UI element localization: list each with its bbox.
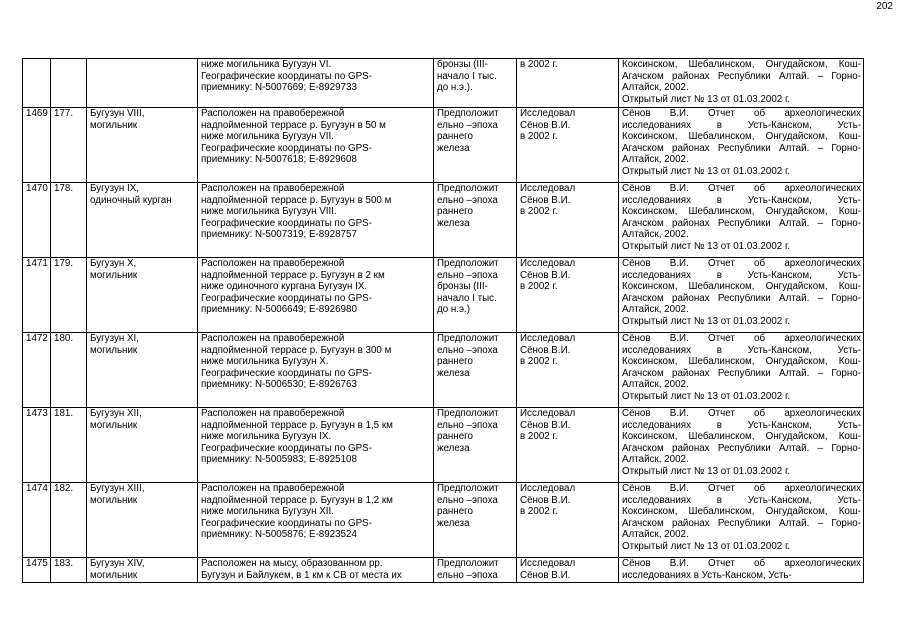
location-description-line: Бугузун и Байлукем, в 1 км к СВ от места их [201, 569, 402, 581]
literature-reference-line: Алтайск, 2002. [622, 304, 689, 316]
location-description-line: надпойменной террасе р. Бугузун в 300 м [201, 344, 392, 356]
research-info-line: в 2002 г. [520, 281, 558, 293]
literature-reference-line: Агачском районах Республики Алтай. – Горно- [622, 442, 861, 454]
item-number: 179. [51, 258, 87, 333]
monument-name-line: Бугузун XIII, [90, 483, 145, 494]
literature-reference-line: Открытый лист № 13 от 01.03.2002 г. [622, 240, 791, 252]
monument-name [87, 258, 198, 333]
literature-reference-line: исследованиях в Усть-Канском, Усть- [622, 344, 861, 356]
table-row [23, 258, 864, 333]
location-description-line: ниже могильника Бугузун VI. [201, 59, 332, 70]
literature-reference-line: Алтайск, 2002. [622, 154, 689, 166]
location-description-line: Расположен на правобережной [201, 483, 345, 494]
item-number: 180. [51, 333, 87, 408]
registry-number: 1473 [23, 408, 51, 483]
literature-reference [619, 108, 864, 183]
dating-line: начало I тыс. [437, 70, 497, 82]
dating-line: раннего [437, 431, 473, 443]
research-info-line: Исследовал [520, 183, 576, 194]
literature-reference-line: Кокcинском, Шебалинском, Онгудайском, Кош- [622, 356, 861, 368]
registry-number: 1474 [23, 483, 51, 558]
dating-line: ельно –эпоха [437, 419, 498, 431]
literature-reference [619, 408, 864, 483]
monument-name-line: Бугузун VIII, [90, 108, 145, 119]
dating-line: железа [437, 442, 470, 454]
dating [434, 408, 517, 483]
research-info [517, 333, 619, 408]
literature-reference [619, 483, 864, 558]
literature-reference-line: Кокcинском, Шебалинском, Онгудайском, Кош- [622, 59, 861, 70]
literature-reference-line: Открытый лист № 13 от 01.03.2002 г. [622, 93, 791, 105]
literature-reference [619, 558, 864, 583]
dating-line: железа [437, 517, 470, 529]
dating-line: Предположит [437, 408, 499, 419]
location-description-line: приемнику: N-5005983; E-8925108 [201, 454, 357, 466]
table-row [23, 558, 864, 583]
item-number: 183. [51, 558, 87, 583]
research-info-line: Исследовал [520, 483, 576, 494]
dating-line: до н.э.) [437, 304, 471, 316]
literature-reference [619, 183, 864, 258]
dating-line: раннего [437, 356, 473, 368]
location-description-line: Географические координаты по GPS- [201, 292, 372, 304]
dating [434, 258, 517, 333]
dating-line: раннего [437, 206, 473, 218]
location-description-line: приемнику: N-5007319; E-8928757 [201, 229, 357, 241]
location-description-line: ниже одиночного кургана Бугузун IX. [201, 281, 368, 293]
research-info [517, 108, 619, 183]
location-description-line: Географические координаты по GPS- [201, 442, 372, 454]
dating-line: Предположит [437, 333, 499, 344]
research-info-line: Сёнов В.И. [520, 269, 571, 281]
monument-name [87, 558, 198, 583]
dating-line: бронзы (III- [437, 59, 488, 70]
monument-name [87, 408, 198, 483]
table-row [23, 408, 864, 483]
research-info [517, 483, 619, 558]
monument-name-line: могильник [90, 119, 138, 131]
location-description [198, 258, 434, 333]
location-description-line: приемнику: N-5007618; E-8929608 [201, 154, 357, 166]
literature-reference-line: Сёнов В.И. Отчет об археологических [622, 483, 861, 494]
research-info-line: Сёнов В.И. [520, 194, 571, 206]
literature-reference-line: Алтайск, 2002. [622, 529, 689, 541]
literature-reference-line: Сёнов В.И. Отчет об археологических [622, 558, 861, 569]
monument-name [87, 59, 198, 108]
monument-name-line: одиночный курган [90, 194, 172, 206]
research-info-line: Сёнов В.И. [520, 419, 571, 431]
literature-reference-line: исследованиях в Усть-Канском, Усть- [622, 194, 861, 206]
location-description-line: ниже могильника Бугузун VIII. [201, 206, 337, 218]
dating-line: железа [437, 217, 470, 229]
research-info [517, 408, 619, 483]
dating-line: Предположит [437, 183, 499, 194]
monument-name [87, 183, 198, 258]
dating-line: Предположит [437, 558, 499, 569]
monument-name-line: Бугузун IX, [90, 183, 139, 194]
literature-reference-line: Открытый лист № 13 от 01.03.2002 г. [622, 465, 791, 477]
dating-line: ельно –эпоха [437, 494, 498, 506]
monument-name-line: могильник [90, 494, 138, 506]
registry-number: 1472 [23, 333, 51, 408]
location-description-line: надпойменной террасе р. Бугузун в 1,2 км [201, 494, 393, 506]
literature-reference-line: Алтайск, 2002. [622, 229, 689, 241]
location-description-line: Расположен на правобережной [201, 108, 345, 119]
location-description-line: ниже могильника Бугузун IX. [201, 431, 332, 443]
research-info-line: Исследовал [520, 108, 576, 119]
dating-line: железа [437, 367, 470, 379]
monument-name-line: Бугузун XI, [90, 333, 139, 344]
literature-reference-line: исследованиях в Усть-Канском, Усть- [622, 419, 861, 431]
literature-reference-line: Агачском районах Республики Алтай. – Горно- [622, 217, 861, 229]
monument-name [87, 108, 198, 183]
location-description-line: Расположен на правобережной [201, 258, 345, 269]
literature-reference-line: Кокcинском, Шебалинском, Онгудайском, Кош- [622, 281, 861, 293]
location-description-line: надпойменной террасе р. Бугузун в 500 м [201, 194, 392, 206]
dating-line: ельно –эпоха [437, 194, 498, 206]
table-row [23, 59, 864, 108]
monument-name-line: могильник [90, 269, 138, 281]
item-number: 181. [51, 408, 87, 483]
table-row [23, 333, 864, 408]
literature-reference [619, 333, 864, 408]
research-info [517, 558, 619, 583]
research-info-line: в 2002 г. [520, 206, 558, 218]
literature-reference-line: Кокcинском, Шебалинском, Онгудайском, Кош- [622, 206, 861, 218]
research-info [517, 59, 619, 108]
research-info-line: в 2002 г. [520, 431, 558, 443]
literature-reference-line: Агачском районах Республики Алтай. – Горно- [622, 367, 861, 379]
location-description [198, 558, 434, 583]
location-description-line: приемнику: N-5005876; E-8923524 [201, 529, 357, 541]
location-description-line: надпойменной террасе р. Бугузун в 2 км [201, 269, 385, 281]
literature-reference-line: Сёнов В.И. Отчет об археологических [622, 183, 861, 194]
dating [434, 333, 517, 408]
location-description-line: ниже могильника Бугузун X. [201, 356, 329, 368]
dating-line: ельно –эпоха [437, 344, 498, 356]
dating [434, 183, 517, 258]
table-row [23, 108, 864, 183]
monument-name-line: могильник [90, 569, 138, 581]
research-info-line: в 2002 г. [520, 506, 558, 518]
dating [434, 108, 517, 183]
dating-line: ельно –эпоха [437, 119, 498, 131]
dating-line: ельно –эпоха [437, 269, 498, 281]
literature-reference-line: Алтайск, 2002. [622, 454, 689, 466]
literature-reference-line: Агачском районах Республики Алтай. – Горно- [622, 70, 861, 82]
research-info-line: в 2002 г. [520, 131, 558, 143]
item-number: 178. [51, 183, 87, 258]
research-info-line: Исследовал [520, 408, 576, 419]
location-description-line: приемнику: N-5006649; E-8926980 [201, 304, 357, 316]
literature-reference [619, 59, 864, 108]
literature-reference-line: Открытый лист № 13 от 01.03.2002 г. [622, 390, 791, 402]
monument-name-line: могильник [90, 419, 138, 431]
dating [434, 59, 517, 108]
literature-reference-line: Алтайск, 2002. [622, 379, 689, 391]
research-info-line: Сёнов В.И. [520, 494, 571, 506]
location-description [198, 483, 434, 558]
monument-name-line: Бугузун XII, [90, 408, 142, 419]
monument-name [87, 333, 198, 408]
research-info-line: Исследовал [520, 258, 576, 269]
dating-line: Предположит [437, 483, 499, 494]
literature-reference-line: исследованиях в Усть-Канском, Усть- [622, 569, 792, 581]
location-description [198, 408, 434, 483]
dating-line: раннего [437, 506, 473, 518]
literature-reference-line: исследованиях в Усть-Канском, Усть- [622, 119, 861, 131]
literature-reference-line: Сёнов В.И. Отчет об археологических [622, 408, 861, 419]
literature-reference-line: Кокcинском, Шебалинском, Онгудайском, Кош- [622, 131, 861, 143]
monuments-registry-table [22, 58, 864, 583]
location-description-line: Географические координаты по GPS- [201, 70, 372, 82]
location-description-line: ниже могильника Бугузун XII. [201, 506, 334, 518]
table-row [23, 183, 864, 258]
location-description-line: Расположен на правобережной [201, 183, 345, 194]
item-number: 177. [51, 108, 87, 183]
research-info [517, 258, 619, 333]
location-description-line: Расположен на правобережной [201, 333, 345, 344]
literature-reference-line: исследованиях в Усть-Канском, Усть- [622, 269, 861, 281]
dating [434, 558, 517, 583]
literature-reference-line: Сёнов В.И. Отчет об археологических [622, 333, 861, 344]
monument-name-line: могильник [90, 344, 138, 356]
literature-reference-line: Кокcинском, Шебалинском, Онгудайском, Кош- [622, 431, 861, 443]
location-description [198, 183, 434, 258]
location-description-line: Географические координаты по GPS- [201, 517, 372, 529]
literature-reference-line: Сёнов В.И. Отчет об археологических [622, 108, 861, 119]
dating-line: Предположит [437, 258, 499, 269]
literature-reference-line: исследованиях в Усть-Канском, Усть- [622, 494, 861, 506]
location-description-line: Географические координаты по GPS- [201, 217, 372, 229]
location-description-line: приемнику: N-5006530; E-8926763 [201, 379, 357, 391]
literature-reference-line: Сёнов В.И. Отчет об археологических [622, 258, 861, 269]
dating-line: начало I тыс. [437, 292, 497, 304]
location-description-line: приемнику: N-5007669; E-8929733 [201, 82, 357, 94]
research-info [517, 183, 619, 258]
literature-reference-line: Открытый лист № 13 от 01.03.2002 г. [622, 315, 791, 327]
location-description-line: Расположен на мысу, образованном рр. [201, 558, 383, 569]
page-number: 202 [876, 1, 893, 12]
registry-number: 1471 [23, 258, 51, 333]
research-info-line: Сёнов В.И. [520, 119, 571, 131]
dating-line: раннего [437, 131, 473, 143]
monument-name [87, 483, 198, 558]
registry-number: 1470 [23, 183, 51, 258]
research-info-line: Исследовал [520, 333, 576, 344]
registry-number: 1469 [23, 108, 51, 183]
literature-reference-line: Открытый лист № 13 от 01.03.2002 г. [622, 165, 791, 177]
literature-reference-line: Агачском районах Республики Алтай. – Горно- [622, 517, 861, 529]
table-row [23, 483, 864, 558]
literature-reference-line: Агачском районах Республики Алтай. – Горно- [622, 292, 861, 304]
research-info-line: в 2002 г. [520, 59, 558, 70]
location-description-line: надпойменной террасе р. Бугузун в 1,5 км [201, 419, 393, 431]
dating-line: железа [437, 142, 470, 154]
registry-number: 1475 [23, 558, 51, 583]
item-number [51, 59, 87, 108]
item-number: 182. [51, 483, 87, 558]
dating-line: ельно –эпоха [437, 569, 498, 581]
location-description-line: ниже могильника Бугузун VII. [201, 131, 334, 143]
literature-reference-line: Алтайск, 2002. [622, 82, 689, 94]
literature-reference-line: Агачском районах Республики Алтай. – Горно- [622, 142, 861, 154]
dating [434, 483, 517, 558]
literature-reference [619, 258, 864, 333]
location-description-line: Географические координаты по GPS- [201, 142, 372, 154]
registry-number [23, 59, 51, 108]
literature-reference-line: Кокcинском, Шебалинском, Онгудайском, Кош- [622, 506, 861, 518]
literature-reference-line: Открытый лист № 13 от 01.03.2002 г. [622, 540, 791, 552]
monument-name-line: Бугузун X, [90, 258, 137, 269]
location-description-line: Расположен на правобережной [201, 408, 345, 419]
location-description [198, 59, 434, 108]
research-info-line: в 2002 г. [520, 356, 558, 368]
dating-line: до н.э.). [437, 82, 473, 94]
research-info-line: Исследовал [520, 558, 576, 569]
location-description-line: надпойменной террасе р. Бугузун в 50 м [201, 119, 386, 131]
dating-line: Предположит [437, 108, 499, 119]
dating-line: бронзы (III- [437, 281, 488, 293]
location-description-line: Географические координаты по GPS- [201, 367, 372, 379]
research-info-line: Сёнов В.И. [520, 569, 571, 581]
monument-name-line: Бугузун XIV, [90, 558, 145, 569]
research-info-line: Сёнов В.И. [520, 344, 571, 356]
location-description [198, 333, 434, 408]
location-description [198, 108, 434, 183]
